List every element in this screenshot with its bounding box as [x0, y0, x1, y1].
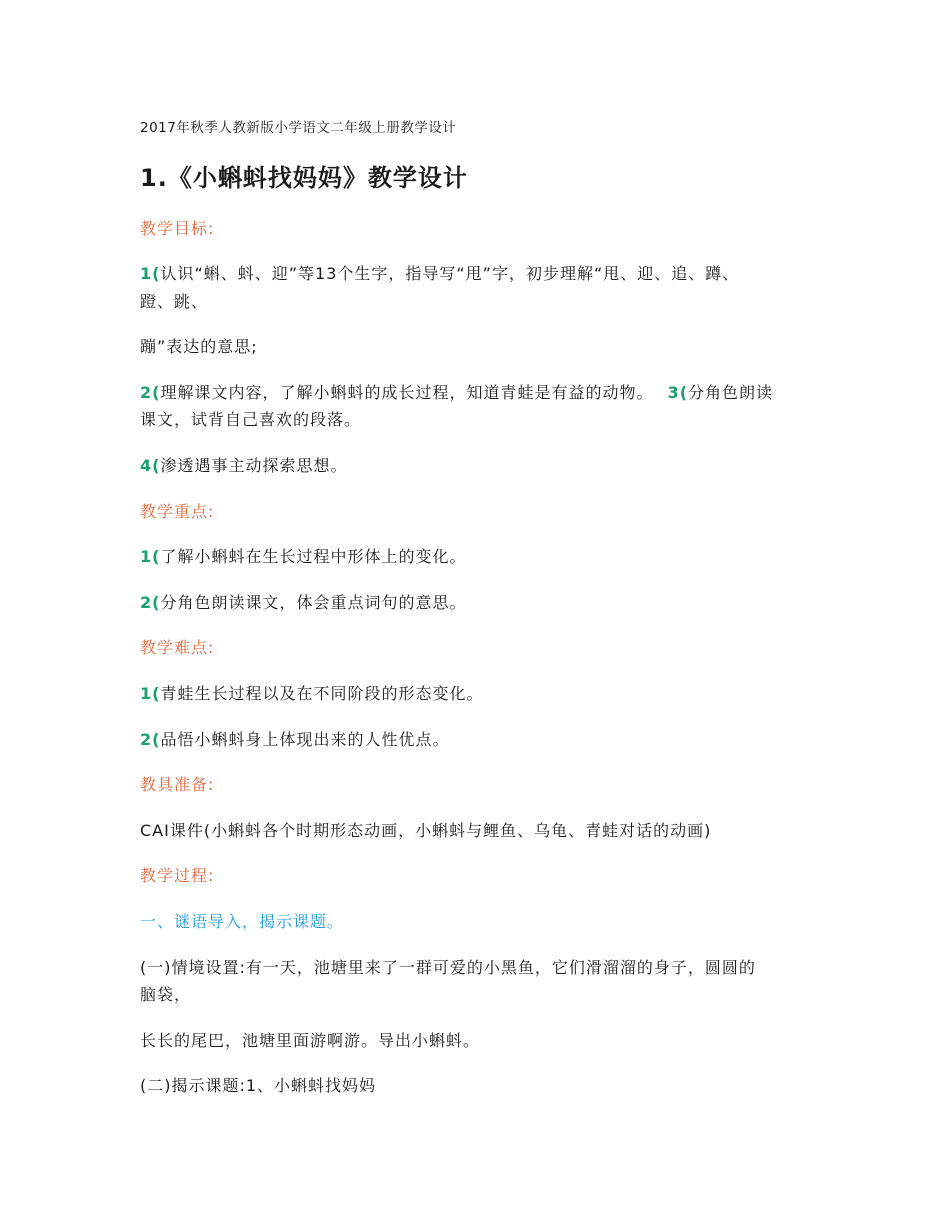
materials-heading: 教具准备: — [140, 775, 215, 794]
objectives-heading: 教学目标: — [140, 219, 215, 238]
process-para2: (二)揭示课题:1、小蝌蚪找妈妈 — [140, 1076, 377, 1095]
objective-2-3-line — [140, 383, 773, 403]
difficulty-2-number: 2( — [140, 730, 161, 749]
process-para1-line2: 脑袋， — [140, 985, 192, 1004]
difficulty-1-text: 青蛙生长过程以及在不同阶段的形态变化。 — [160, 684, 484, 703]
objective-4-number: 4( — [140, 456, 161, 475]
objective-3-number: 3( — [667, 383, 689, 402]
difficulty-2-text: 品悟小蝌蚪身上体现出来的人性优点。 — [160, 730, 450, 749]
key-point-2-line — [140, 593, 466, 613]
objective-4-line — [140, 456, 347, 476]
process-para1-line1: (一)情境设置:有一天，池塘里来了一群可爱的小黑鱼，它们滑溜溜的身子，圆圆的 — [140, 958, 756, 977]
key-point-1-line — [140, 547, 466, 567]
doc-subtitle: 2017年秋季人教新版小学语文二年级上册教学设计 — [140, 120, 457, 136]
difficulty-2-line — [140, 730, 449, 750]
objective-3-text: 分角色朗读 — [688, 383, 774, 402]
objective-1-line2: 蹬、跳、 — [140, 292, 209, 311]
difficulty-1-line — [140, 684, 483, 704]
objective-2-number: 2( — [140, 383, 161, 402]
objective-1-line1 — [140, 264, 739, 284]
objective-2-text: 理解课文内容，了解小蝌蚪的成长过程，知道青蛙是有益的动物。 — [160, 383, 654, 402]
objective-1-number: 1( — [140, 264, 161, 283]
objective-3-line2: 课文，试背自己喜欢的段落。 — [140, 410, 362, 429]
key-point-1-text: 了解小蝌蚪在生长过程中形体上的变化。 — [160, 547, 467, 566]
objective-1-text: 认识“蝌、蚪、迎”等13个生字，指导写“甩”字，初步理解“甩、迎、追、蹲、 — [160, 264, 740, 283]
difficulty-1-number: 1( — [140, 684, 161, 703]
doc-title: 1.《小蝌蚪找妈妈》教学设计 — [140, 164, 468, 192]
key-point-2-number: 2( — [140, 593, 161, 612]
key-point-1-number: 1( — [140, 547, 161, 566]
materials-text: CAI课件(小蝌蚪各个时期形态动画，小蝌蚪与鲤鱼、乌龟、青蛙对话的动画) — [140, 821, 712, 840]
process-heading: 教学过程: — [140, 866, 215, 885]
objective-1-line3: 蹦”表达的意思; — [140, 337, 258, 356]
key-points-heading: 教学重点: — [140, 502, 215, 521]
objective-4-text: 渗透遇事主动探索思想。 — [160, 456, 348, 475]
process-section-1: 一、谜语导入，揭示课题。 — [140, 912, 345, 931]
key-point-2-text: 分角色朗读课文，体会重点词句的意思。 — [160, 593, 467, 612]
process-para1-line3: 长长的尾巴，池塘里面游啊游。导出小蝌蚪。 — [140, 1031, 481, 1050]
difficulties-heading: 教学难点: — [140, 638, 215, 657]
